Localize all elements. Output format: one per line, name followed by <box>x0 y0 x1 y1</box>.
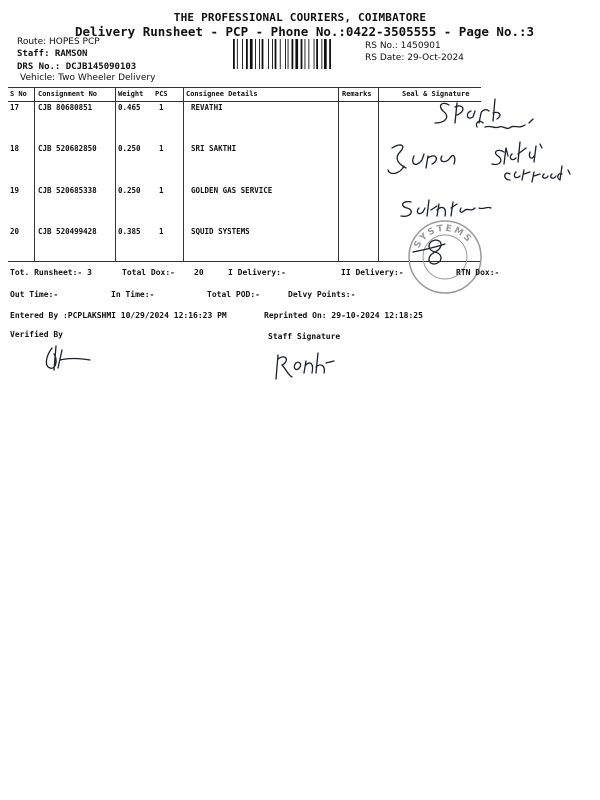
verifier-signature <box>40 340 100 376</box>
verified-by-label: Verified By <box>10 330 63 339</box>
in-time-label: In Time:- <box>111 290 155 299</box>
col-header-pcs: PCS <box>155 90 168 98</box>
drs-number: DRS No.: DCJB145090103 <box>17 62 137 72</box>
table-top-border <box>8 87 481 88</box>
row-consignment: CJB 520682850 <box>38 144 97 153</box>
row-pcs: 1 <box>159 227 164 236</box>
row-consignee: REVATHI <box>191 103 223 112</box>
signature-row-17 <box>425 93 555 135</box>
i-delivery-label: I Delivery:- <box>228 268 286 277</box>
company-title: THE PROFESSIONAL COURIERS, COIMBATORE <box>173 11 427 24</box>
row-consignment: CJB 520499428 <box>38 227 97 236</box>
row-consignment: CJB 80680851 <box>38 103 93 112</box>
row-sno: 17 <box>10 103 20 112</box>
entered-by: Entered By :PCPLAKSHMI 10/29/2024 12:16:23 PM <box>10 311 227 320</box>
row-consignee: SQUID SYSTEMS <box>191 227 250 236</box>
total-pod-label: Total POD:- <box>207 290 260 299</box>
row-consignee: SRI SAKTHI <box>191 144 237 153</box>
row-pcs: 1 <box>159 103 164 112</box>
delvy-points-label: Delvy Points:- <box>288 290 356 299</box>
row-weight: 0.250 <box>118 144 141 153</box>
col-header-consignment: Consignment No <box>38 90 98 98</box>
rs-date: RS Date: 29-Oct-2024 <box>365 53 464 63</box>
col-header-sno: S No <box>10 90 27 98</box>
svg-text:SYSTEMS: SYSTEMS <box>412 223 475 251</box>
column-divider <box>338 87 339 261</box>
route-label: Route: HOPES PCP <box>17 37 100 47</box>
column-divider <box>183 87 184 261</box>
vehicle-label: Vehicle: Two Wheeler Delivery <box>20 73 156 83</box>
row-pcs: 1 <box>159 186 164 195</box>
col-header-consignee: Consignee Details <box>186 90 258 98</box>
staff-signature-label: Staff Signature <box>268 332 341 341</box>
signature-row-18 <box>380 134 590 186</box>
total-dox-value: 20 <box>194 268 204 277</box>
row-pcs: 1 <box>159 144 164 153</box>
staff-signature-image <box>268 345 343 385</box>
table-header-border <box>8 101 481 102</box>
total-dox-label: Total Dox:- <box>122 268 175 277</box>
signature-row-20 <box>405 230 465 268</box>
row-consignment: CJB 520685338 <box>38 186 97 195</box>
rtn-dox-label: RTN Dox:- <box>456 268 500 277</box>
reprinted-on: Reprinted On: 29-10-2024 12:18:25 <box>264 311 423 320</box>
row-weight: 0.385 <box>118 227 141 236</box>
row-weight: 0.465 <box>118 103 141 112</box>
col-header-weight: Weight <box>118 90 144 98</box>
row-sno: 19 <box>10 186 20 195</box>
row-consignee: GOLDEN GAS SERVICE <box>191 186 273 195</box>
col-header-seal-signature: Seal & Signature <box>402 90 470 98</box>
staff-label: Staff: RAMSON <box>17 49 88 59</box>
out-time-label: Out Time:- <box>10 290 59 299</box>
tot-runsheet: Tot. Runsheet:- 3 <box>10 268 92 277</box>
ii-delivery-label: II Delivery:- <box>341 268 404 277</box>
column-divider <box>34 87 35 261</box>
barcode-image <box>232 39 356 69</box>
row-weight: 0.250 <box>118 186 141 195</box>
col-header-remarks: Remarks <box>342 90 372 98</box>
signature-row-19 <box>395 194 505 224</box>
column-divider <box>115 87 116 261</box>
runsheet-title: Delivery Runsheet - PCP - Phone No.:0422-3505555 - Page No.:3 <box>75 24 535 39</box>
row-sno: 20 <box>10 227 20 236</box>
column-divider <box>378 87 379 261</box>
row-sno: 18 <box>10 144 20 153</box>
rs-number: RS No.: 1450901 <box>365 41 441 51</box>
